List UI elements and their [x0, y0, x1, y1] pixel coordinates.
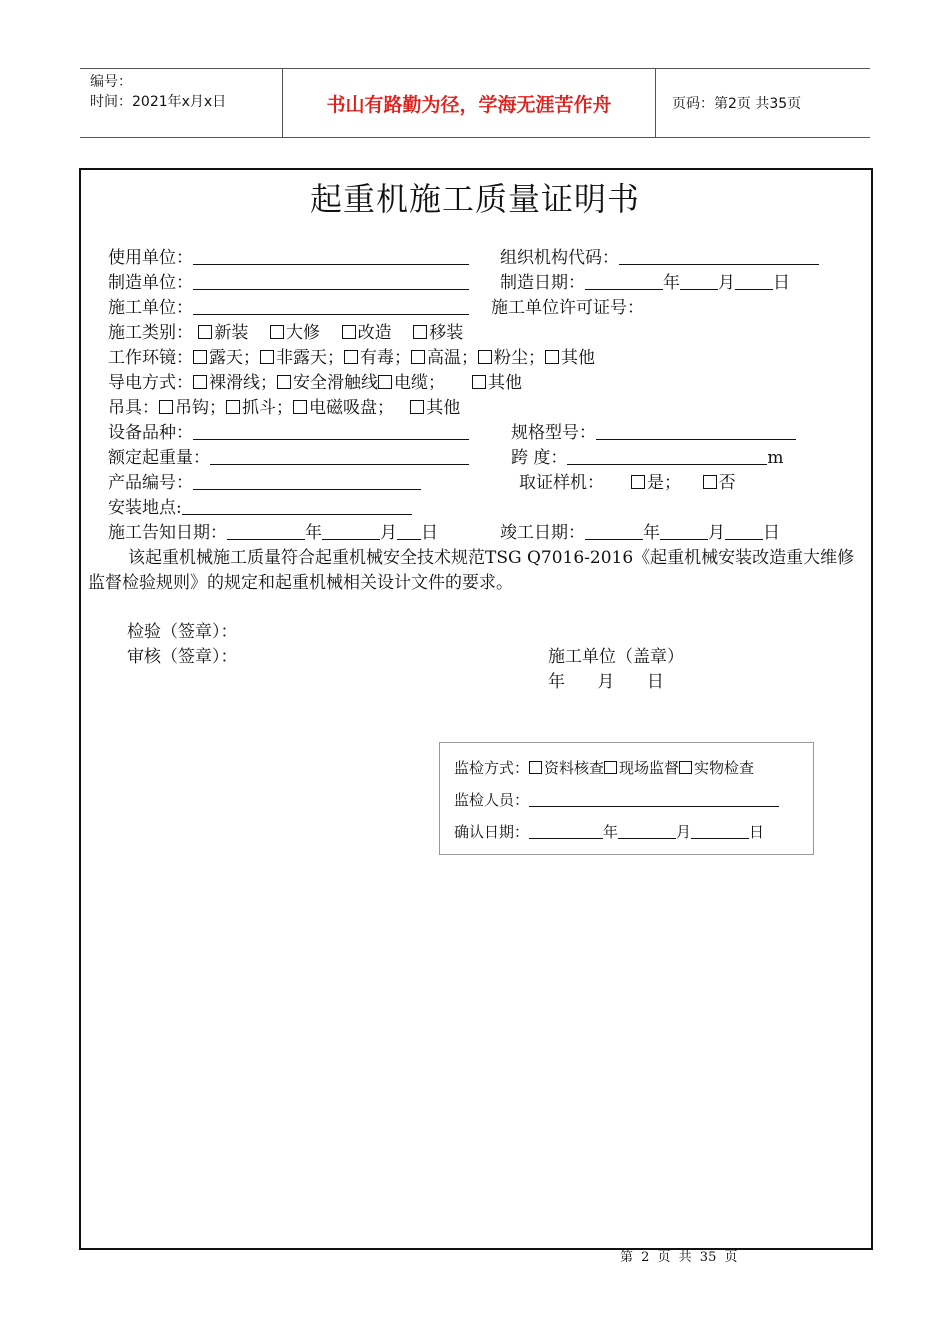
- method-site-label: 现场监督: [619, 759, 680, 777]
- load-field[interactable]: [210, 449, 469, 465]
- power-cable-label: 电缆；: [394, 373, 445, 393]
- checkbox-relocate[interactable]: [413, 325, 427, 339]
- confirm-label: 确认日期：: [454, 823, 530, 841]
- use-unit-row: [108, 247, 469, 269]
- comp-month-field[interactable]: [660, 524, 708, 540]
- checkbox-cable[interactable]: [378, 375, 392, 389]
- seal-label: 施工单位（盖章）: [548, 647, 684, 667]
- no-label: 否: [718, 473, 736, 493]
- motto: 书山有路勤为径，学海无涯苦作舟: [283, 69, 656, 137]
- power-label: 导电方式：: [108, 373, 193, 393]
- type-modify-label: 改造: [357, 323, 392, 343]
- type-relocate-label: 移装: [429, 323, 464, 343]
- product-label: 产品编号：: [108, 473, 193, 493]
- spreader-row: [108, 397, 460, 419]
- mfr-unit-field[interactable]: [193, 274, 469, 290]
- env-outdoor-label: 露天；: [209, 348, 260, 368]
- checkbox-doc-review[interactable]: [529, 761, 542, 774]
- const-unit-field[interactable]: [193, 299, 469, 315]
- notice-label: 施工告知日期：: [108, 523, 227, 543]
- header-meta: [80, 69, 283, 137]
- mfr-date-label: 制造日期：: [500, 273, 585, 293]
- comp-year-field[interactable]: [585, 524, 643, 540]
- span-unit: m: [767, 448, 784, 468]
- mfr-unit-label: 制造单位：: [108, 273, 193, 293]
- power-other-label: 其他: [488, 373, 523, 393]
- confirm-year-field[interactable]: [529, 825, 603, 839]
- checkbox-overhaul[interactable]: [270, 325, 284, 339]
- location-label: 安装地点:: [108, 498, 182, 518]
- type-new-label: 新装: [214, 323, 249, 343]
- person-label: 监检人员：: [454, 791, 530, 809]
- checkbox-bare-wire[interactable]: [193, 375, 207, 389]
- checkbox-site-supervision[interactable]: [604, 761, 617, 774]
- span-field[interactable]: [567, 449, 767, 465]
- page-info-cell: [664, 69, 870, 137]
- span-label: 跨 度：: [511, 448, 568, 468]
- const-unit-row: [108, 297, 469, 319]
- person-field[interactable]: [529, 793, 779, 807]
- completion-row: [500, 522, 780, 544]
- confirm-date-row: [454, 822, 764, 842]
- supervision-person-row: [454, 790, 779, 810]
- equip-row: [108, 422, 469, 444]
- env-toxic-label: 有毒；: [360, 348, 411, 368]
- time-label: 时间：2021年x月x日: [90, 94, 227, 110]
- checkbox-hightemp[interactable]: [411, 350, 425, 364]
- yes-label: 是；: [647, 473, 682, 493]
- mfr-date-row: [500, 272, 790, 294]
- checkbox-grab[interactable]: [226, 400, 240, 414]
- org-code-field[interactable]: [619, 249, 819, 265]
- model-row: [511, 422, 796, 444]
- month-label: 月: [718, 273, 735, 293]
- mfr-unit-row: [108, 272, 469, 294]
- page-footer: 第 2 页 共 35 页: [620, 1250, 738, 1265]
- spreader-grab-label: 抓斗；: [242, 398, 293, 418]
- year-label: 年: [663, 273, 680, 293]
- spreader-hook-label: 吊钩；: [175, 398, 226, 418]
- page-info: 页码：第2页 共35页: [672, 96, 802, 112]
- power-safe-label: 安全滑触线: [293, 373, 378, 393]
- checkbox-modify[interactable]: [342, 325, 356, 339]
- comp-day-label: 日: [763, 523, 780, 543]
- use-unit-label: 使用单位：: [108, 248, 193, 268]
- notice-day-label: 日: [421, 523, 438, 543]
- notice-day-field[interactable]: [397, 524, 421, 540]
- sample-row: [519, 472, 736, 494]
- mfr-year-field[interactable]: [585, 274, 663, 290]
- notice-row: [108, 522, 438, 544]
- sample-label: 取证样机：: [519, 473, 604, 493]
- day-label: 日: [773, 273, 790, 293]
- confirm-day-label: 日: [749, 823, 765, 841]
- supervision-method-row: [454, 758, 754, 778]
- model-field[interactable]: [596, 424, 796, 440]
- load-label: 额定起重量：: [108, 448, 210, 468]
- compliance-statement: 该起重机械施工质量符合起重机械安全技术规范TSG Q7016-2016《起重机械安装改造重大维修监督检验规则》的规定和起重机械相关设计文件的要求。: [88, 548, 855, 593]
- checkbox-magnet[interactable]: [293, 400, 307, 414]
- comp-year-label: 年: [643, 523, 660, 543]
- use-unit-field[interactable]: [193, 249, 469, 265]
- license-label: 施工单位许可证号：: [491, 298, 644, 318]
- const-type-label: 施工类别：: [108, 323, 193, 343]
- notice-month-field[interactable]: [322, 524, 380, 540]
- number-label: 编号：: [90, 74, 132, 90]
- page-header: [80, 68, 870, 138]
- checkbox-env-other[interactable]: [545, 350, 559, 364]
- spreader-other-label: 其他: [426, 398, 461, 418]
- equip-field[interactable]: [193, 424, 469, 440]
- power-bare-label: 裸滑线；: [209, 373, 277, 393]
- seal-date: 年 月 日: [548, 672, 664, 692]
- mfr-month-field[interactable]: [680, 274, 718, 290]
- form-title: 起重机施工质量证明书: [309, 180, 640, 218]
- env-hightemp-label: 高温；: [427, 348, 478, 368]
- checkbox-dust[interactable]: [478, 350, 492, 364]
- org-code-row: [500, 247, 819, 269]
- confirm-year-label: 年: [603, 823, 619, 841]
- product-field[interactable]: [193, 474, 421, 490]
- org-code-label: 组织机构代码：: [500, 248, 619, 268]
- method-doc-label: 资料核查: [544, 759, 605, 777]
- method-physical-label: 实物检查: [694, 759, 755, 777]
- completion-label: 竣工日期：: [500, 523, 585, 543]
- checkbox-hook[interactable]: [159, 400, 173, 414]
- env-label: 工作环镜：: [108, 348, 193, 368]
- checkbox-power-other[interactable]: [472, 375, 486, 389]
- type-overhaul-label: 大修: [286, 323, 321, 343]
- confirm-month-label: 月: [676, 823, 692, 841]
- env-other-label: 其他: [561, 348, 595, 368]
- equip-label: 设备品种：: [108, 423, 193, 443]
- location-field[interactable]: [182, 499, 412, 515]
- notice-month-label: 月: [380, 523, 397, 543]
- product-row: [108, 472, 421, 494]
- checkbox-physical-check[interactable]: [679, 761, 692, 774]
- const-unit-label: 施工单位：: [108, 298, 193, 318]
- checkbox-safe-wire[interactable]: [277, 375, 291, 389]
- mfr-day-field[interactable]: [735, 274, 773, 290]
- checkbox-new[interactable]: [198, 325, 212, 339]
- spreader-magnet-label: 电磁吸盘；: [309, 398, 394, 418]
- checkbox-toxic[interactable]: [344, 350, 358, 364]
- confirm-day-field[interactable]: [691, 825, 749, 839]
- checkbox-indoor[interactable]: [260, 350, 274, 364]
- notice-year-field[interactable]: [227, 524, 305, 540]
- checkbox-outdoor[interactable]: [193, 350, 207, 364]
- env-dust-label: 粉尘；: [494, 348, 545, 368]
- checkbox-spreader-other[interactable]: [410, 400, 424, 414]
- license-row: [491, 297, 644, 319]
- review-label: 审核（签章）：: [127, 647, 238, 667]
- comp-month-label: 月: [708, 523, 725, 543]
- notice-year-label: 年: [305, 523, 322, 543]
- inspect-label: 检验（签章）：: [127, 622, 238, 642]
- confirm-month-field[interactable]: [618, 825, 676, 839]
- spreader-label: 吊具：: [108, 398, 159, 418]
- env-indoor-label: 非露天；: [276, 348, 344, 368]
- supervision-box: [439, 742, 814, 855]
- location-row: [108, 497, 412, 519]
- load-row: [108, 447, 469, 469]
- comp-day-field[interactable]: [725, 524, 763, 540]
- env-row: [108, 347, 595, 369]
- span-row: [511, 447, 784, 469]
- checkbox-yes[interactable]: [631, 475, 645, 489]
- checkbox-no[interactable]: [703, 475, 717, 489]
- method-label: 监检方式：: [454, 759, 530, 777]
- power-row: [108, 372, 522, 394]
- const-type-row: [108, 322, 463, 344]
- model-label: 规格型号：: [511, 423, 596, 443]
